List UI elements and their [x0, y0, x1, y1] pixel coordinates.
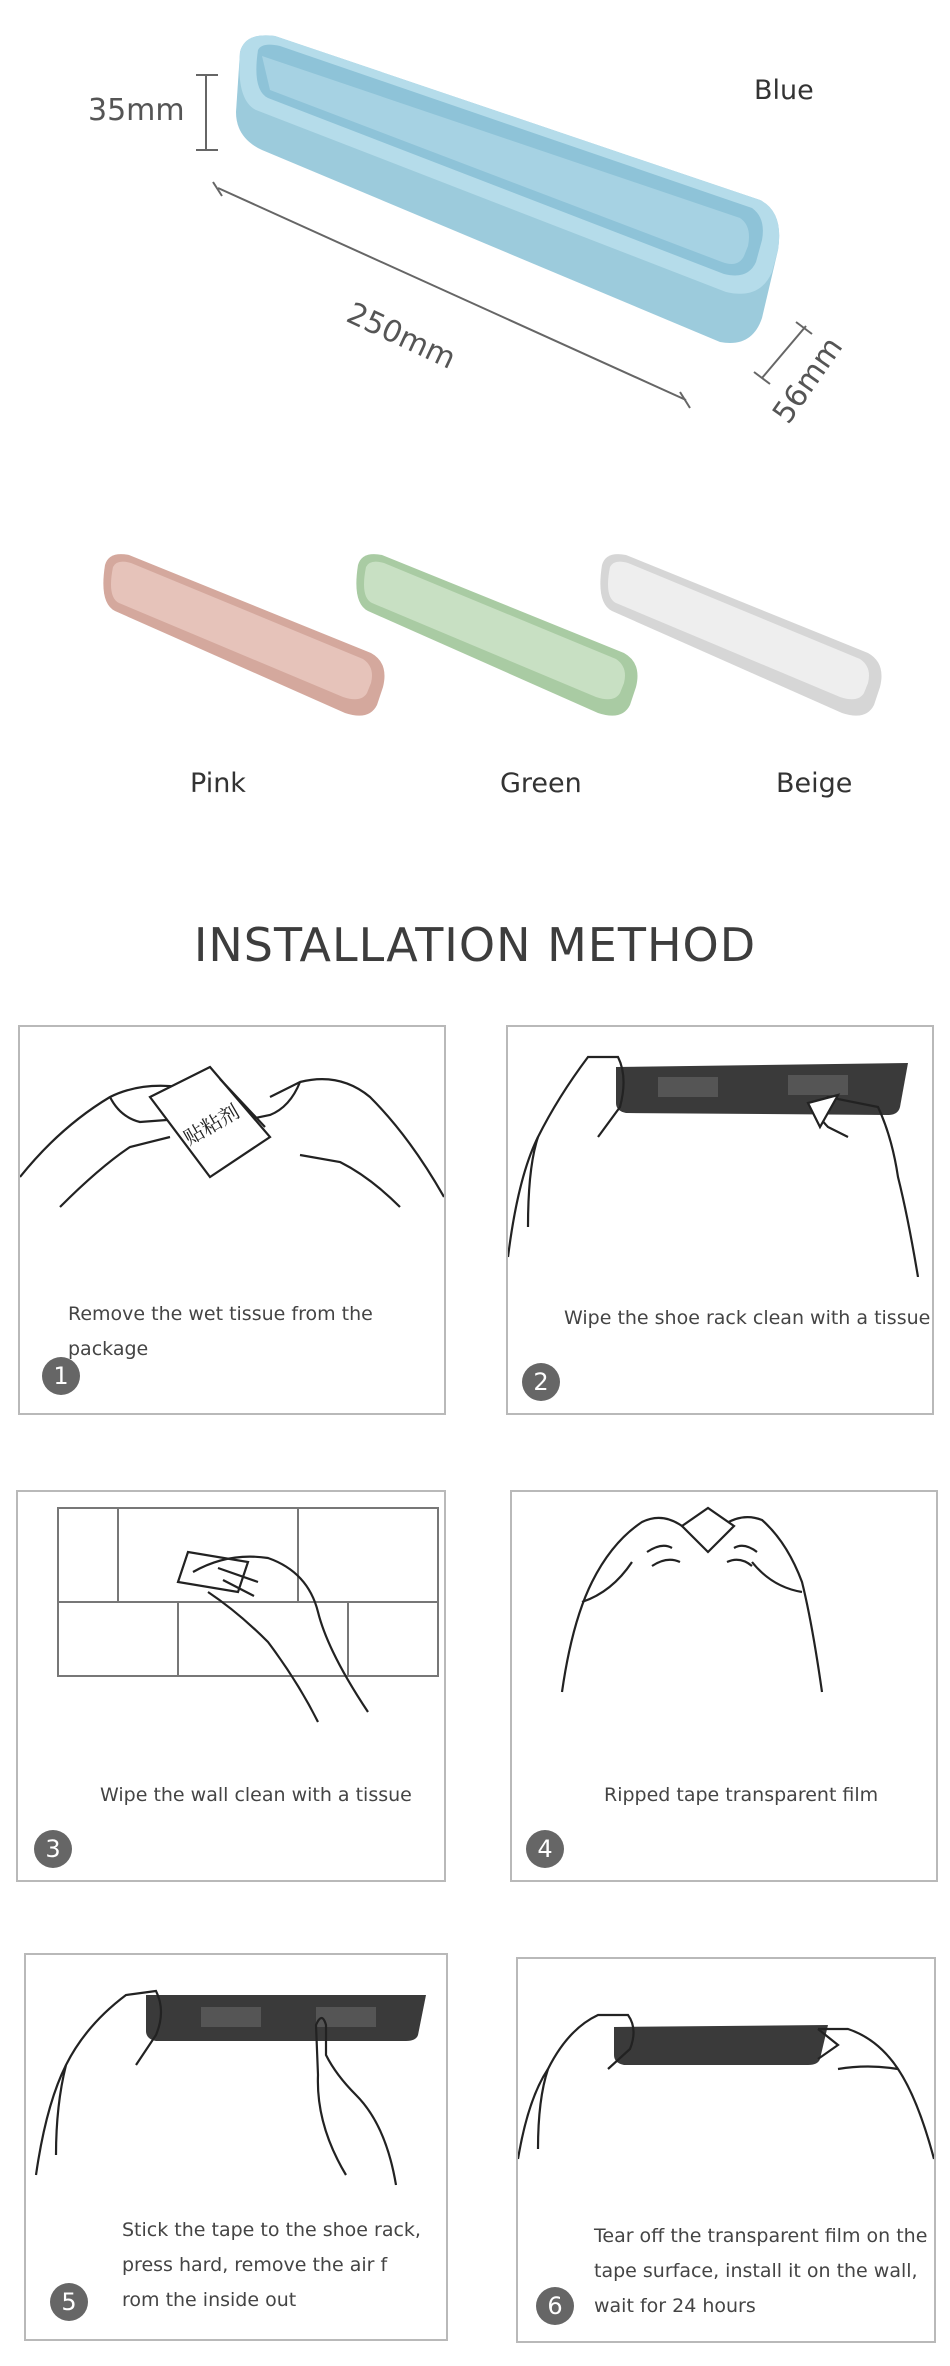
- step-1-illustration: [20, 1027, 444, 1277]
- step-3-number-badge: 3: [34, 1830, 72, 1868]
- width-dimension-label: 56mm: [766, 330, 851, 431]
- blue-color-label: Blue: [754, 75, 814, 106]
- step-2-illustration: [508, 1027, 932, 1277]
- height-dimension-label: 35mm: [88, 93, 185, 128]
- step-6-illustration: [518, 1959, 934, 2209]
- pouch-text: 贴粘剂: [179, 1099, 244, 1150]
- step-5-illustration: [26, 1955, 446, 2205]
- step-6-panel: [516, 1957, 936, 2343]
- step-2-number-badge: 2: [522, 1363, 560, 1401]
- step-3-caption: Wipe the wall clean with a tissue: [100, 1784, 412, 1806]
- step-1-number-badge: 1: [42, 1357, 80, 1395]
- step-5-panel: [24, 1953, 448, 2341]
- step-6-caption-line-2: tape surface, install it on the wall,: [594, 2260, 918, 2282]
- beige-color-label: Beige: [776, 768, 853, 799]
- green-color-label: Green: [500, 768, 582, 799]
- step-4-number-badge: 4: [526, 1830, 564, 1868]
- step-5-caption-line-1: Stick the tape to the shoe rack,: [122, 2219, 421, 2241]
- length-dimension-label: 250mm: [341, 296, 461, 377]
- step-3-illustration: [18, 1492, 444, 1742]
- step-6-caption-line-1: Tear off the transparent film on the: [594, 2225, 928, 2247]
- step-3-panel: [16, 1490, 446, 1882]
- installation-heading: INSTALLATION METHOD: [193, 918, 757, 972]
- beige-shoe-rack-image: [592, 545, 892, 725]
- pink-color-label: Pink: [190, 768, 246, 799]
- step-1-panel: [18, 1025, 446, 1415]
- step-5-caption-line-3: rom the inside out: [122, 2289, 297, 2311]
- step-5-number-badge: 5: [50, 2283, 88, 2321]
- step-1-caption: Remove the wet tissue from the package: [68, 1303, 373, 1360]
- step-5-caption-line-2: press hard, remove the air f: [122, 2254, 388, 2276]
- step-2-panel: [506, 1025, 934, 1415]
- step-4-illustration: [512, 1492, 936, 1742]
- step-4-caption: Ripped tape transparent film: [604, 1784, 879, 1806]
- step-4-panel: [510, 1490, 938, 1882]
- step-6-number-badge: 6: [536, 2287, 574, 2325]
- step-6-caption-line-3: wait for 24 hours: [594, 2295, 756, 2317]
- step-2-caption: Wipe the shoe rack clean with a tissue: [564, 1307, 931, 1329]
